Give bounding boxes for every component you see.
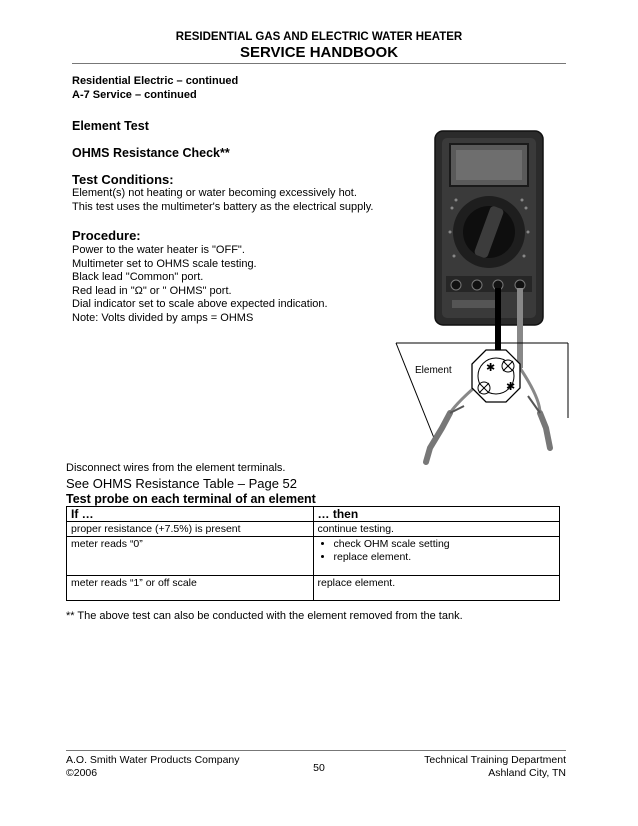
procedure-line: Dial indicator set to scale above expected indication. <box>72 298 328 310</box>
footer-copyright: ©2006 <box>66 767 98 779</box>
terminal-screw-icon <box>478 382 490 394</box>
procedure-line: Power to the water heater is "OFF". <box>72 244 245 256</box>
test-conditions-line-2: This test uses the multimeter's battery as the electrical supply. <box>72 200 374 213</box>
footer-city: Ashland City, TN <box>488 767 566 779</box>
list-item: • replace element. <box>334 551 556 564</box>
procedure-line: Multimeter set to OHMS scale testing. <box>72 257 257 270</box>
table-cell <box>313 537 560 576</box>
probe-left <box>426 413 450 462</box>
table-header-if: If … <box>67 507 314 522</box>
section-line-1: Residential Electric – continued <box>72 75 239 87</box>
table-cell: meter reads “0” <box>67 537 314 576</box>
page-number: 50 <box>313 762 325 774</box>
procedure-line: Black lead "Common" port. <box>72 271 204 283</box>
port-a <box>451 280 461 290</box>
then-list <box>318 538 556 564</box>
table-row <box>67 537 560 576</box>
document-title: SERVICE HANDBOOK <box>239 44 399 61</box>
footnote: ** The above test can also be conducted with the element removed from the tank. <box>66 610 463 622</box>
table-cell: continue testing. <box>313 522 560 537</box>
terminal-screw-icon <box>502 360 514 372</box>
element-label: Element <box>415 365 452 376</box>
test-conditions-line-1: Element(s) not heating or water becoming excessively hot. <box>72 187 357 199</box>
svg-text:✱: ✱ <box>486 361 496 374</box>
if-then-table <box>66 506 560 601</box>
svg-text:✱: ✱ <box>506 380 516 393</box>
table-row <box>67 522 560 537</box>
probe-right <box>540 413 550 448</box>
multimeter-figure <box>390 128 590 468</box>
disconnect-text: Disconnect wires from the element terminals. <box>66 462 286 474</box>
document-header: RESIDENTIAL GAS AND ELECTRIC WATER HEATER <box>175 31 463 43</box>
ohms-check-heading: OHMS Resistance Check** <box>72 146 230 160</box>
table-cell: replace element. <box>313 576 560 601</box>
section-line-2: A-7 Service – continued <box>72 89 197 101</box>
procedure-list <box>72 244 392 325</box>
footer-company: A.O. Smith Water Products Company <box>66 754 240 766</box>
header-rule <box>72 63 566 64</box>
see-table-text: See OHMS Resistance Table – Page 52 <box>66 476 298 491</box>
table-cell: meter reads “1” or off scale <box>67 576 314 601</box>
list-item: • check OHM scale setting <box>334 538 556 551</box>
table-cell: proper resistance (+7.5%) is present <box>67 522 314 537</box>
element-test-heading: Element Test <box>72 119 149 133</box>
test-conditions-heading: Test Conditions: <box>72 172 174 187</box>
table-header-row <box>67 507 560 522</box>
test-conditions-text <box>72 187 380 214</box>
table-header-then: … then <box>313 507 560 522</box>
procedure-heading: Procedure: <box>72 228 141 243</box>
port-ma <box>472 280 482 290</box>
footer-dept: Technical Training Department <box>424 754 566 766</box>
probe-heading: Test probe on each terminal of an element <box>66 492 316 506</box>
table-row <box>67 576 560 601</box>
procedure-line: Note: Volts divided by amps = OHMS <box>72 311 254 324</box>
procedure-line: Red lead in "Ω" or " OHMS" port. <box>72 284 232 297</box>
footer-rule <box>66 750 566 751</box>
footer-right <box>424 754 566 780</box>
brand-plate <box>452 300 496 308</box>
